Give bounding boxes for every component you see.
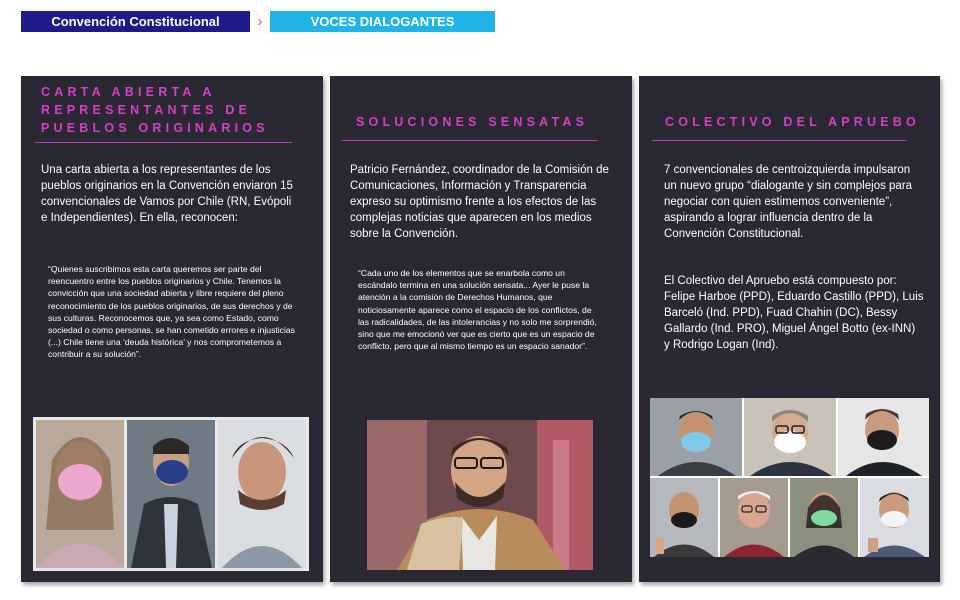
card-body: Patricio Fernández, coordinador de la Comisión de Comunicaciones, Información y Transparencia expreso su optimismo frente a los efectos de las complejas noticias que aparecen en los medios sobre la Convención. [350,164,609,240]
breadcrumb-voces-dialogantes[interactable]: VOCES DIALOGANTES [270,11,495,32]
title-divider [35,142,292,143]
card-quote: “Quienes suscribimos esta carta queremos ser parte del reencuentro entre los pueblos originarios y Chile. Tenemos la convicción que una sociedad abierta y libre requiere del pleno reconocimiento de los pueblos originarios, de sus derechos y de sus culturas. Reconocemos que, ya sea como Estado, como sociedad o como personas, se han cometido errores e injusticias (...) Chile tiene una ‘deuda histórica’ y nos comprometemos a contribuir a su solución”. [48,264,295,360]
breadcrumb-separator-icon: › [257,13,263,30]
card-title: CARTA ABIERTA A REPRESENTANTES DE PUEBLOS ORIGINARIOS [41,85,269,135]
three-portraits-photo [33,417,309,571]
breadcrumb-convencion[interactable]: Convención Constitucional [21,11,250,32]
title-divider [342,140,598,141]
card-body-members: El Colectivo del Apruebo está compuesto por: Felipe Harboe (PPD), Eduardo Castillo (PPD), Luis Barceló (Ind. PPD), Fuad Chahin (DC), Bessy Gallardo (Ind. PRO), Miguel Ángel Botto (ex-INN) y Rodrigo Logan (Ind). [664,275,924,351]
card-carta-abierta [21,76,323,582]
card-title: SOLUCIONES SENSATAS [356,115,589,129]
seven-portraits-collage [650,398,929,557]
card-soluciones-sensatas [330,76,632,582]
card-quote: “Cada uno de los elementos que se enarbola como un escándalo termina en una solución sensata... Ayer le puse la atención a la comisión de Derechos Humanos, que noticiosamente aparece como el espacio de los conflictos, de las radicalidades, de las intolerancias y no solo me sorprendió, sino que me emocionó ver que es cierto que es un espacio de conflicto, pero que al mismo tiempo es un espacio sanador”. [358,268,597,352]
card-colectivo-del-apruebo [639,76,940,582]
single-portrait-photo [367,420,593,570]
card-body: 7 convencionales de centroizquierda impulsaron un nuevo grupo “dialogante y sin complejos para negociar con quien estimemos conveniente”, aspirando a lograr influencia dentro de la Convención Constitucional. [664,164,913,240]
card-body: Una carta abierta a los representantes de los pueblos originarios en la Convención enviaron 15 convencionales de Vamos por Chile (RN, Evópoli e Independientes). En ella, reconocen: [41,164,293,224]
title-divider [652,140,906,141]
card-title: COLECTIVO DEL APRUEBO [665,115,920,129]
